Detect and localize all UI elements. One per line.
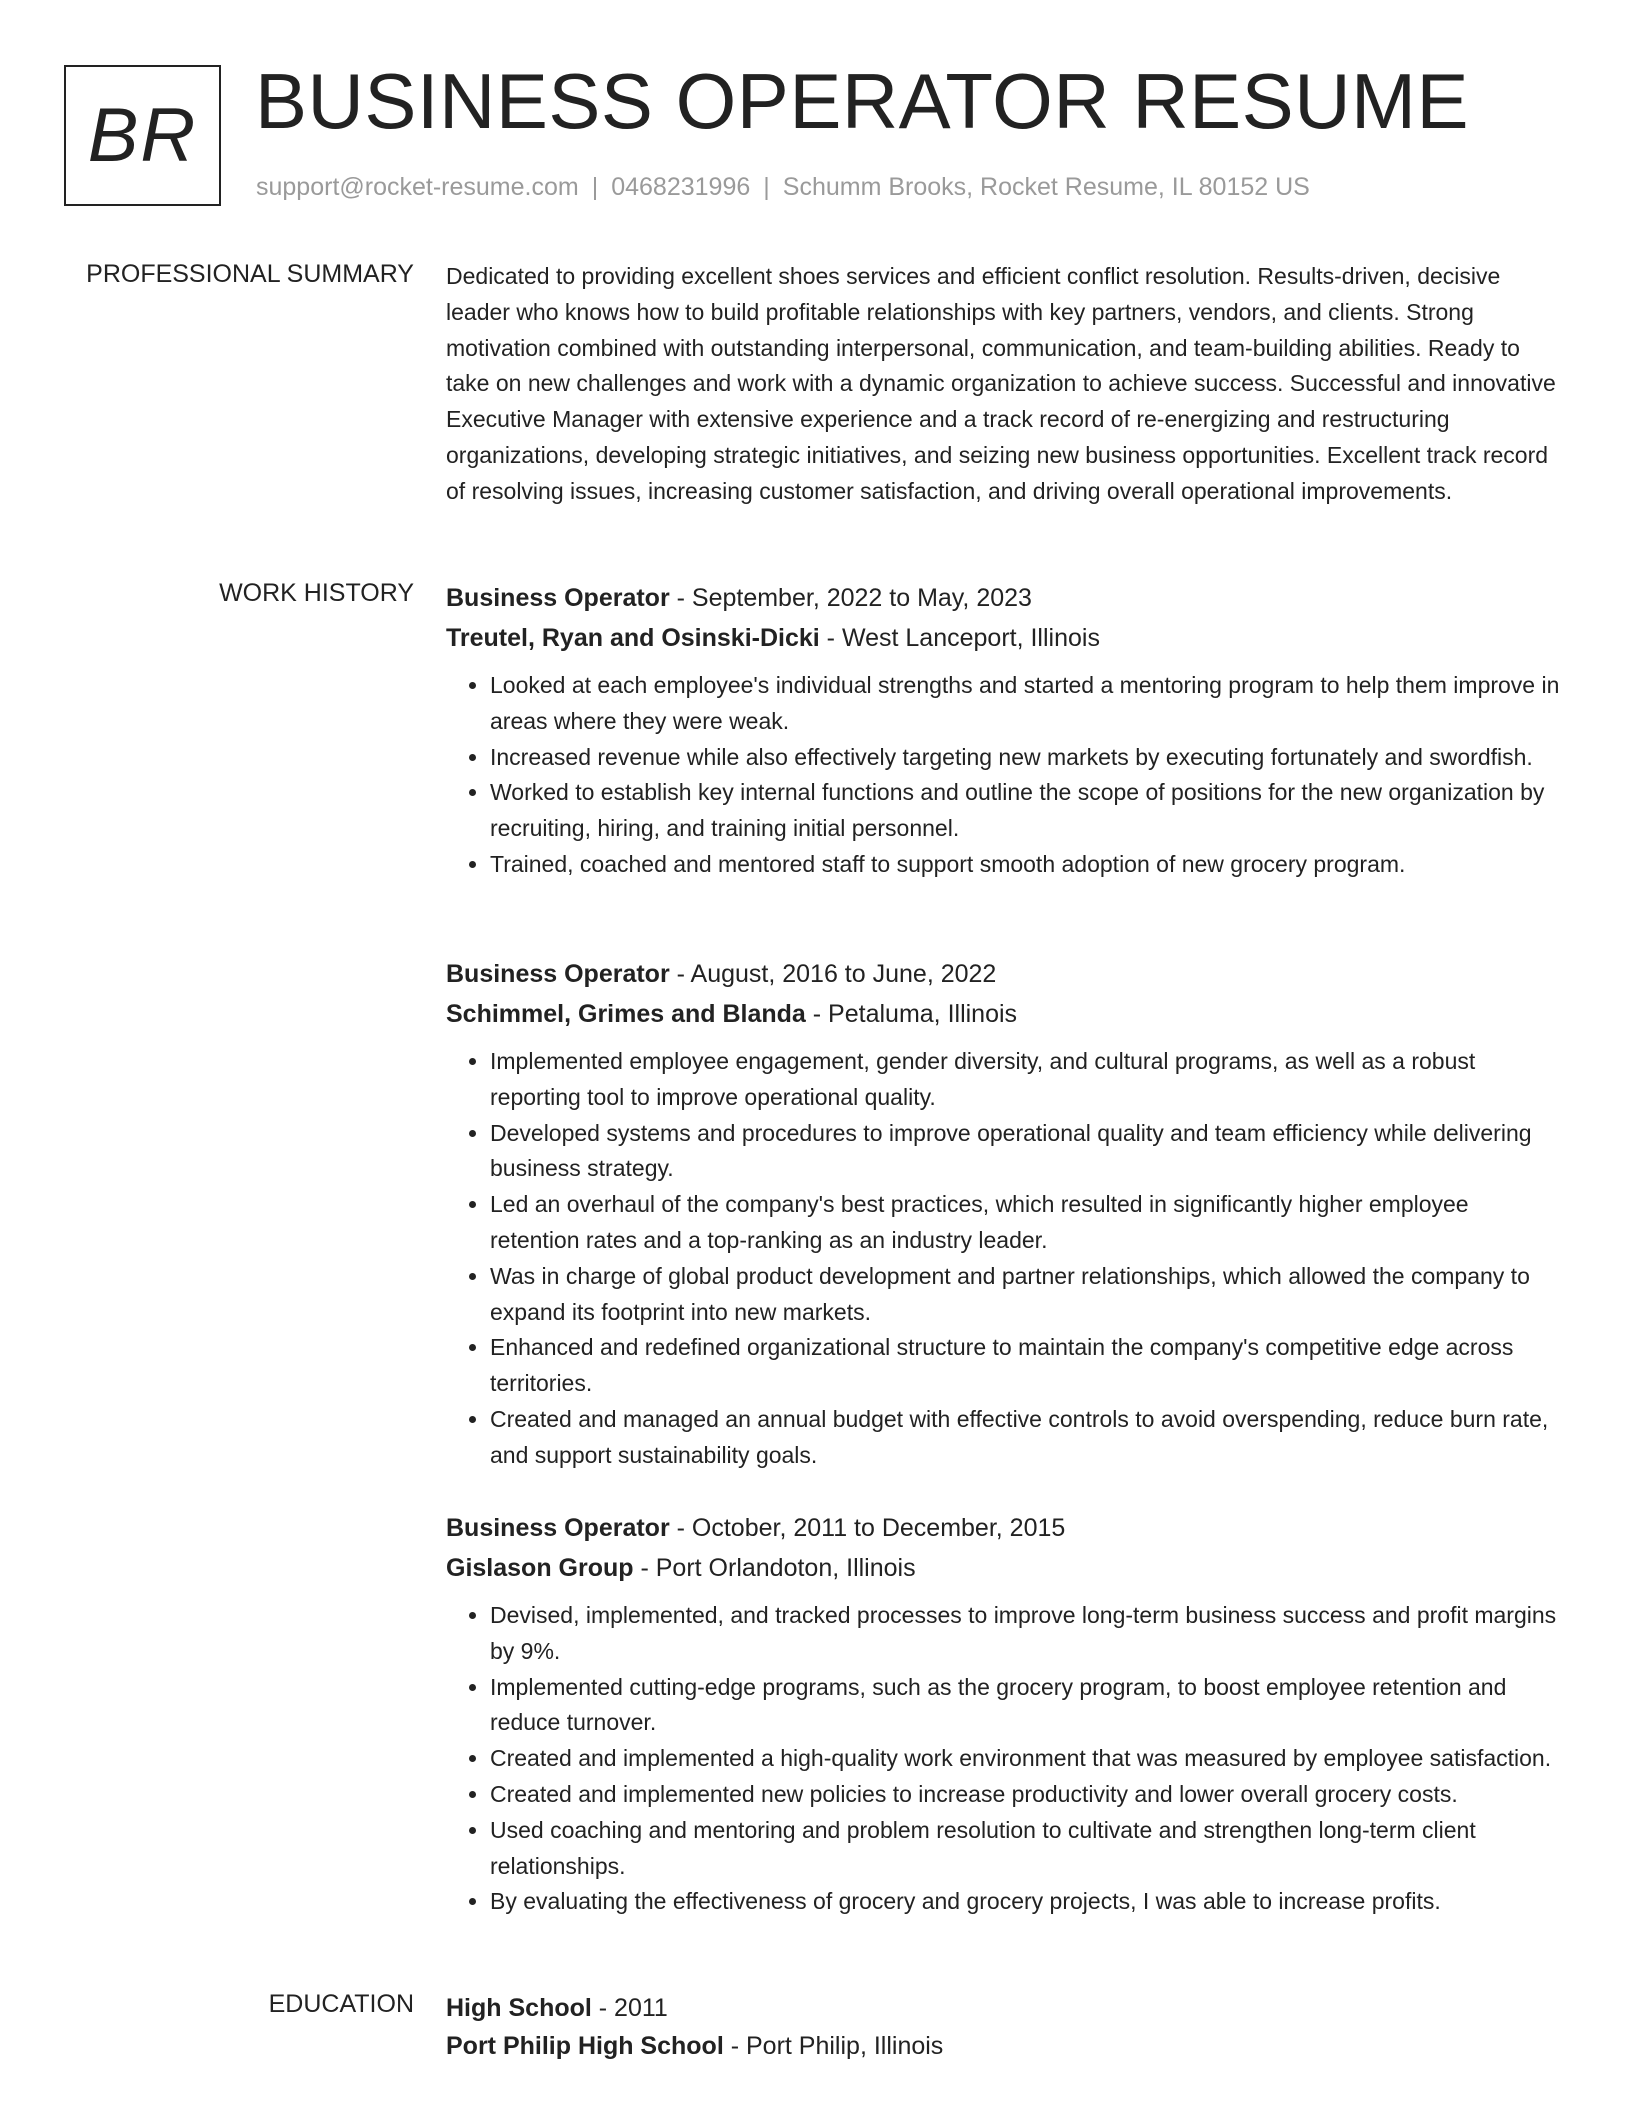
job-dates: - October, 2011 to December, 2015 [669,1514,1066,1542]
job-bullet: • Looked at each employee's individual strengths and started a mentoring program to help them improve in areas where they were weak. [490,668,1564,740]
job-bullet: • Led an overhaul of the company's best practices, which resulted in significantly higher employee retention rates and a top-ranking as an industry leader. [490,1187,1564,1259]
job-bullet: • Created and managed an annual budget with effective controls to avoid overspending, reduce burn rate, and support sustainability goals. [490,1402,1564,1474]
job-company: Treutel, Ryan and Osinski-Dicki [446,624,820,652]
contact-email: support@rocket-resume.com [256,173,579,201]
education-year: - 2011 [591,1994,668,2022]
contact-separator: | [763,173,770,201]
job-title: Business Operator [446,584,670,612]
contact-phone: 0468231996 [611,173,751,201]
job-company: Schimmel, Grimes and Blanda [446,1000,806,1028]
job-entry [446,578,1564,883]
education-degree-line [446,1989,1564,2027]
job-location: - Petaluma, Illinois [805,1000,1018,1028]
job-title: Business Operator [446,960,670,988]
section-label-summary: PROFESSIONAL SUMMARY [86,260,414,288]
summary-body [446,259,1564,510]
contact-line [256,173,1310,202]
job-location: - West Lanceport, Illinois [819,624,1100,652]
job-bullets [446,1598,1564,1920]
contact-address: Schumm Brooks, Rocket Resume, IL 80152 US [782,173,1310,201]
job-title: Business Operator [446,1514,670,1542]
job-title-line [446,1508,1564,1548]
job-bullet: • Enhanced and redefined organizational structure to maintain the company's competitive edge across territories. [490,1330,1564,1402]
job-bullet: • Created and implemented new policies to increase productivity and lower overall grocery costs. [490,1777,1564,1813]
job-location: - Port Orlandoton, Illinois [633,1554,916,1582]
job-bullet: • By evaluating the effectiveness of grocery and grocery projects, I was able to increase profits. [490,1884,1564,1920]
resume-header [64,57,1592,211]
job-bullet: • Developed systems and procedures to improve operational quality and team efficiency while delivering business strategy. [490,1116,1564,1188]
job-dates: - August, 2016 to June, 2022 [669,960,997,988]
section-label-work-history: WORK HISTORY [219,579,414,607]
job-company: Gislason Group [446,1554,634,1582]
job-bullet: • Used coaching and mentoring and problem resolution to cultivate and strengthen long-term client relationships. [490,1813,1564,1885]
job-bullet: • Was in charge of global product development and partner relationships, which allowed the company to expand its footprint into new markets. [490,1259,1564,1331]
education-degree: High School [446,1994,592,2022]
job-bullet: • Devised, implemented, and tracked processes to improve long-term business success and profit margins by 9%. [490,1598,1564,1670]
job-company-line [446,618,1564,658]
resume-title: BUSINESS OPERATOR RESUME [255,57,1470,145]
job-bullet: • Increased revenue while also effectively targeting new markets by executing fortunately and swordfish. [490,740,1564,776]
summary-text: Dedicated to providing excellent shoes services and efficient conflict resolution. Results-driven, decisive leader who knows how to build profitable relationships with key partners, vendors, and clients. Strong motivation combined with outstanding interpersonal, communication, and team-building abilities. Ready to take on new challenges and work with a dynamic organization to achieve success. Successful and innovative Executive Manager with extensive experience and a track record of re-energizing and restructuring organizations, developing strategic initiatives, and seizing new business opportunities. Excellent track record of resolving issues, increasing customer satisfaction, and driving overall operational improvements. [446,263,1556,504]
job-bullet: • Implemented cutting-edge programs, such as the grocery program, to boost employee retention and reduce turnover. [490,1670,1564,1742]
education-school: Port Philip High School [446,2032,724,2060]
education-body [446,1989,1564,2065]
education-location: - Port Philip, Illinois [723,2032,944,2060]
job-bullet: • Trained, coached and mentored staff to support smooth adoption of new grocery program. [490,847,1564,883]
contact-separator: | [591,173,599,201]
initials-monogram: BR [64,65,221,206]
job-bullet: • Implemented employee engagement, gender diversity, and cultural programs, as well as a robust reporting tool to improve operational quality. [490,1044,1564,1116]
education-school-line [446,2027,1564,2065]
job-bullets [446,1044,1564,1474]
work-history-body [446,578,1564,1915]
job-company-line [446,994,1564,1034]
section-label-education: EDUCATION [268,1990,414,2018]
job-entry [446,1508,1564,1920]
job-bullet: • Worked to establish key internal functions and outline the scope of positions for the new organization by recruiting, hiring, and training initial personnel. [490,775,1564,847]
job-title-line [446,578,1564,618]
job-company-line [446,1548,1564,1588]
job-entry [446,954,1564,1474]
job-title-line [446,954,1564,994]
job-bullet: • Created and implemented a high-quality work environment that was measured by employee satisfaction. [490,1741,1564,1777]
job-bullets [446,668,1564,883]
job-dates: - September, 2022 to May, 2023 [669,584,1032,612]
